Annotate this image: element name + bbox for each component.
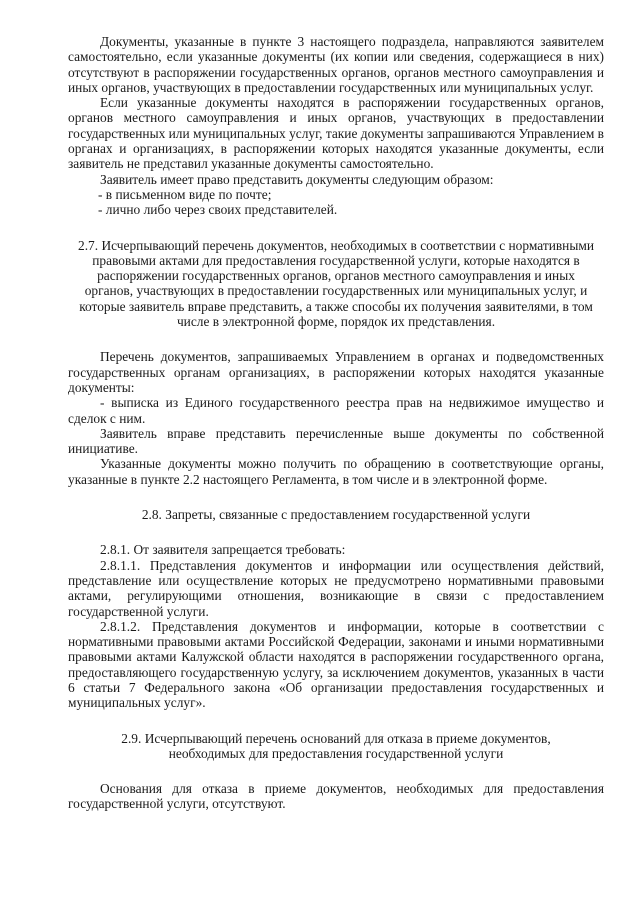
section-heading-2-7: 2.7. Исчерпывающий перечень документов, необходимых в соответствии с нормативными правовыми актами для предоставления государственной услуги, которые находятся в распоряжении государственных органов, органов местного самоуправления и иных органов, участвующих в предоставлении государственных или муниципальных услуг, и которые заявитель вправе представить, а также способы их получения заявителями, в том числе в электронной форме, порядок их представления. <box>78 237 594 330</box>
paragraph-refusal-grounds: Основания для отказа в приеме документов, необходимых для предоставления государственной услуги, отсутствуют. <box>68 781 604 812</box>
section-heading-2-8: 2.8. Запреты, связанные с предоставлением государственной услуги <box>141 507 531 523</box>
list-item-by-mail: - в письменном виде по почте; <box>98 186 272 202</box>
paragraph-2-8-1: 2.8.1. От заявителя запрещается требовать: <box>100 542 346 558</box>
paragraph-obtain-documents: Указанные документы можно получить по обращению в соответствующие органы, указанные в пункте 2.2 настоящего Регламента, в том числе и в электронной форме. <box>68 456 604 487</box>
paragraph-own-initiative: Заявитель вправе представить перечисленные выше документы по собственной инициативе. <box>68 425 604 457</box>
paragraph-documents-list: Перечень документов, запрашиваемых Управлением в органах и подведомственных государственных органам организациях, в распоряжении которых находятся указанные документы: <box>68 349 604 395</box>
paragraph-2-8-1-2: 2.8.1.2. Представления документов и информации, которые в соответствии с нормативными правовыми актами Российской Федерации, законами и иными нормативными правовыми актами Калужской области находятся в распоряжении государственного органа, предоставляющего государственную услугу, за исключением документов, указанных в части 6 статьи 7 Федерального закона «Об организации предоставления государственных и муниципальных услуг». <box>68 618 604 711</box>
paragraph-2-8-1-1: 2.8.1.1. Представления документов и информации или осуществления действий, представление или осуществление которых не предусмотрено нормативными правовыми актами, регулирующими отношения, возникающие в связи с предоставлением государственной услуги. <box>68 557 604 619</box>
section-heading-2-9: 2.9. Исчерпывающий перечень оснований для отказа в приеме документов, необходимых для предоставления государственной услуги <box>121 730 551 761</box>
paragraph-registry-extract: - выписка из Единого государственного реестра прав на недвижимое имущество и сделок с ним. <box>68 395 604 426</box>
paragraph-documents-sent: Документы, указанные в пункте 3 настоящего подраздела, направляются заявителем самостоятельно, если указанные документы (их копии или сведения, содержащиеся в них) отсутствуют в распоряжении государственных органов, органов местного самоуправления и иных органов, участвующих в предоставлении государственных или муниципальных услуг. <box>68 34 604 95</box>
list-item-in-person: - лично либо через своих представителей. <box>98 202 338 218</box>
document-body <box>68 34 604 812</box>
paragraph-documents-requested: Если указанные документы находятся в распоряжении государственных органов, органов местного самоуправления и иных органов, участвующих в предоставлении государственных или муниципальных услуг, такие документы запрашиваются Управлением в органах и организациях, в распоряжении которых находятся указанные документы, если заявитель не представил указанные документы самостоятельно. <box>68 95 604 172</box>
paragraph-submission-right: Заявитель имеет право представить документы следующим образом: <box>100 171 494 187</box>
